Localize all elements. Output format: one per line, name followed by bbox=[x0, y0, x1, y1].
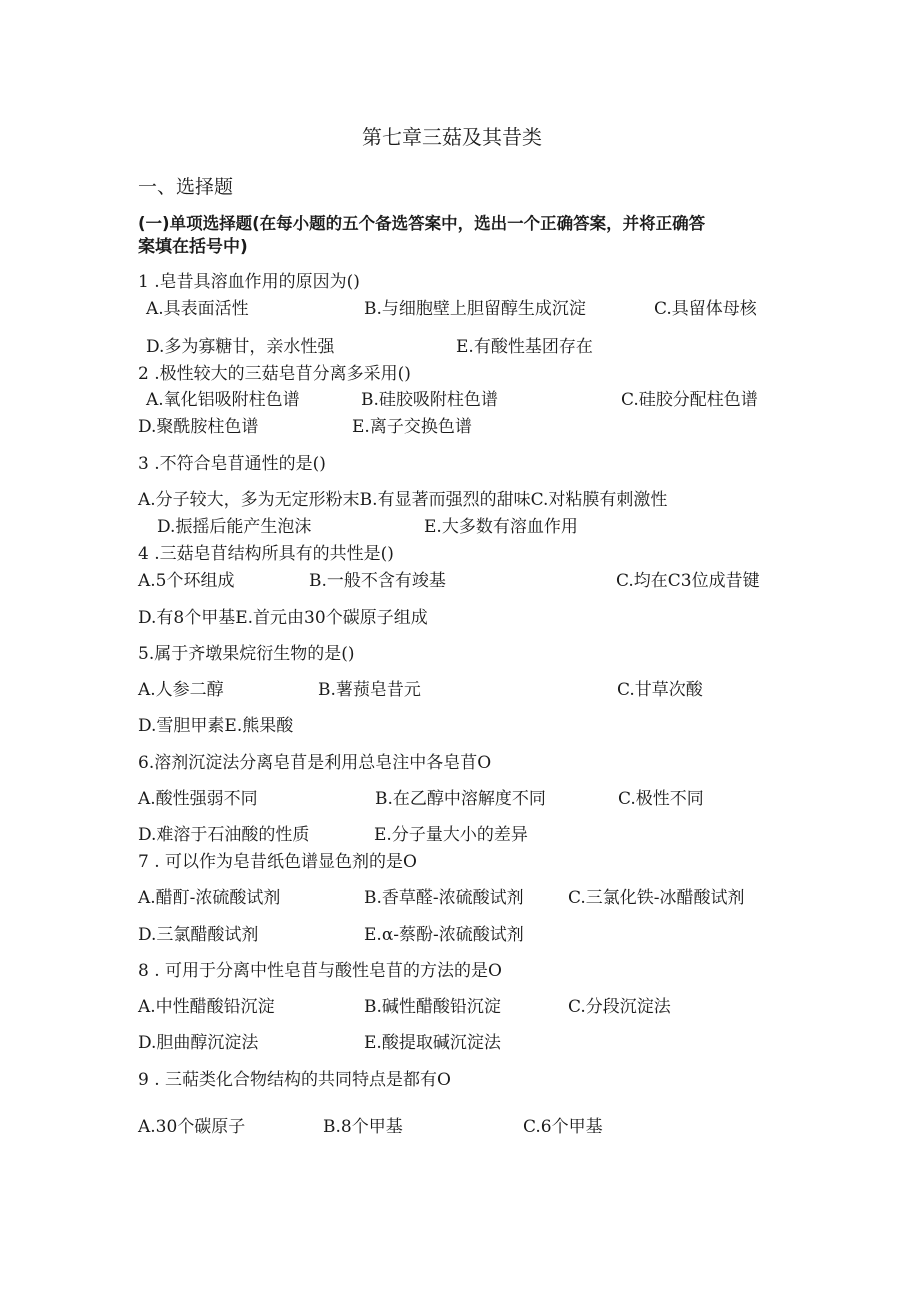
option: C.极性不同 bbox=[618, 789, 704, 809]
option: D.三氯醋酸试剂 bbox=[138, 925, 259, 945]
option: C.三氯化铁-冰醋酸试剂 bbox=[568, 888, 745, 908]
question-stem: 1 .皂昔具溶血作用的原因为() bbox=[138, 272, 360, 292]
option: D.聚酰胺柱色谱 bbox=[138, 417, 259, 437]
section-heading: 一、选择题 bbox=[138, 176, 234, 198]
option: A.人参二醇 bbox=[138, 680, 224, 700]
option: C.甘草次酸 bbox=[617, 680, 703, 700]
option: D.有8个甲基E.首元由30个碳原子组成 bbox=[138, 608, 428, 628]
option: B.一般不含有竣基 bbox=[309, 571, 446, 591]
option: D.多为寡糖甘，亲水性强 bbox=[146, 337, 335, 357]
question-stem: 7 . 可以作为皂昔纸色谱显色剂的是O bbox=[138, 852, 417, 872]
option: B.在乙醇中溶解度不同 bbox=[375, 789, 546, 809]
option: B.硅胶吸附柱色谱 bbox=[361, 390, 498, 410]
option: A.具表面活性 bbox=[146, 299, 249, 319]
option: A.醋酊-浓硫酸试剂 bbox=[138, 888, 281, 908]
option: E.酸提取碱沉淀法 bbox=[364, 1033, 501, 1053]
option: B.碱性醋酸铅沉淀 bbox=[364, 997, 501, 1017]
question-stem: 2 .极性较大的三菇皂苜分离多采用() bbox=[138, 364, 411, 384]
option: E.分子量大小的差异 bbox=[374, 825, 528, 845]
chapter-title: 第七章三菇及其昔类 bbox=[362, 125, 542, 149]
option: A.氧化铝吸附柱色谱 bbox=[146, 390, 300, 410]
question-stem: 4 .三菇皂苜结构所具有的共性是() bbox=[138, 544, 394, 564]
option: B.8个甲基 bbox=[323, 1117, 403, 1137]
option: D.胆曲醇沉淀法 bbox=[138, 1033, 259, 1053]
question-stem: 6.溶剂沉淀法分离皂苜是利用总皂注中各皂苜O bbox=[138, 753, 492, 773]
option: C.6个甲基 bbox=[523, 1117, 603, 1137]
question-stem: 9 . 三萜类化合物结构的共同特点是都有O bbox=[138, 1070, 451, 1090]
option: D.雪胆甲素E.熊果酸 bbox=[138, 716, 294, 736]
option: D.难溶于石油酸的性质 bbox=[138, 825, 310, 845]
option: C.具留体母核 bbox=[654, 299, 757, 319]
option: E.有酸性基团存在 bbox=[456, 337, 593, 357]
option: C.均在C3位成昔键 bbox=[616, 571, 760, 591]
option: D.振摇后能产生泡沫 bbox=[157, 517, 312, 537]
subsection-heading-line1: (一)单项选择题(在每小题的五个备选答案中，选出一个正确答案，并将正确答 bbox=[138, 214, 706, 233]
option: A.5个环组成 bbox=[138, 571, 235, 591]
option: A.30个碳原子 bbox=[138, 1117, 246, 1137]
option: A.分子较大，多为无定形粉末B.有显著而强烈的甜味C.对粘膜有刺激性 bbox=[138, 490, 668, 510]
question-stem: 8 . 可用于分离中性皂苜与酸性皂苜的方法的是O bbox=[138, 961, 502, 981]
subsection-heading-line2: 案填在括号中) bbox=[138, 237, 248, 257]
option: C.分段沉淀法 bbox=[568, 997, 671, 1017]
question-stem: 5.属于齐墩果烷衍生物的是() bbox=[138, 644, 355, 664]
question-stem: 3 .不符合皂苜通性的是() bbox=[138, 454, 326, 474]
option: A.酸性强弱不同 bbox=[138, 789, 258, 809]
option: C.硅胶分配柱色谱 bbox=[621, 390, 758, 410]
option: A.中性醋酸铅沉淀 bbox=[138, 997, 275, 1017]
option: E.大多数有溶血作用 bbox=[424, 517, 578, 537]
option: B.香草醛-浓硫酸试剂 bbox=[364, 888, 524, 908]
option: E.离子交换色谱 bbox=[352, 417, 472, 437]
option: B.薯蓣皂昔元 bbox=[318, 680, 421, 700]
option: E.α-蔡酚-浓硫酸试剂 bbox=[364, 925, 524, 945]
option: B.与细胞壁上胆留醇生成沉淀 bbox=[364, 299, 586, 319]
